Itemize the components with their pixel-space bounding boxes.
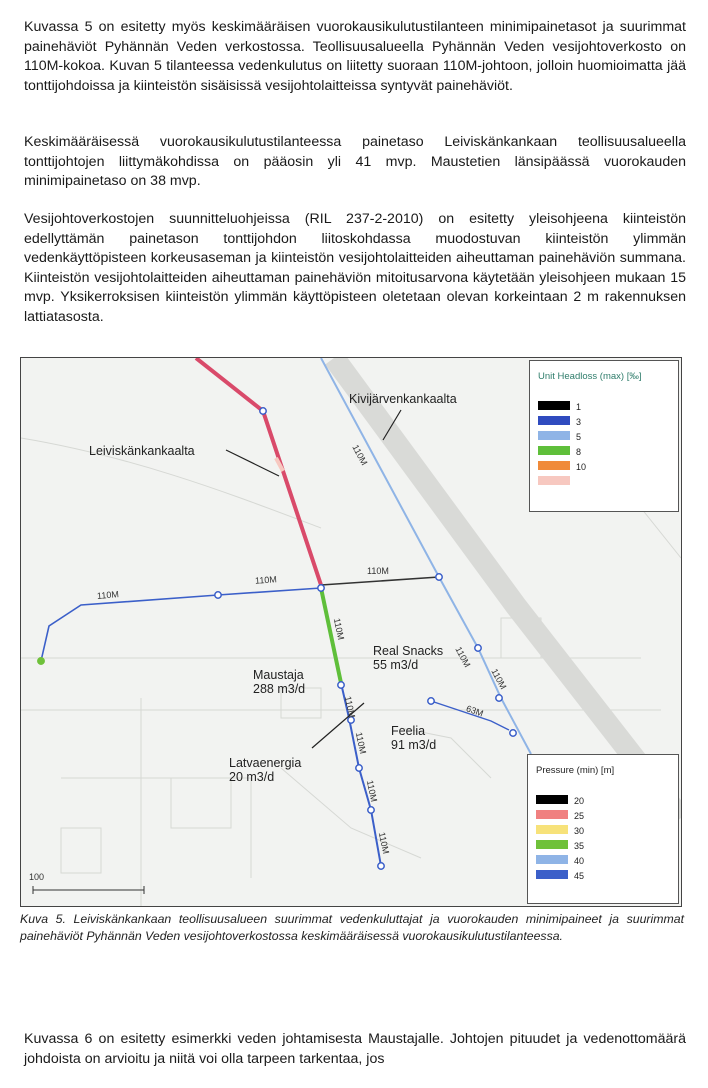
label-latva-name: Latvaenergia [229,756,302,770]
node [510,730,516,736]
paragraph-1: Kuvassa 5 on esitetty myös keskimääräisen vuorokausikulutustilanteen minimipainetasot ja suurimmat painehäviöt Pyhännän Veden verkostossa. Teollisuusalueella Pyhännän Veden vesijohtoverkosto on 110M-kokoa. Kuvan 5 tilanteessa vedenkulutus on liitetty suoraan 110M-johtoon, jolloin huomioimatta jää tonttijohdoissa ja kiinteistön sisäisissä vesijohtolaitteissa syntyvät painehäviöt. [24,19,686,94]
legend-swatch [538,431,570,440]
node [38,658,44,664]
legend-label: 10 [576,462,587,472]
legend-label: 40 [574,856,585,866]
legend-headloss [529,360,679,512]
node [378,863,384,869]
legend-label: 20 [574,796,585,806]
label-maustaja-name: Maustaja [253,668,304,682]
legend-swatch [538,476,570,485]
label-kivijarvi: Kivijärvenkankaalta [349,392,457,406]
pipe-label: 110M [453,645,473,669]
legend-pressure-title: Pressure (min) [m] [536,765,615,776]
node [368,807,374,813]
network-map [20,357,682,907]
legend-label: 30 [574,826,585,836]
node [338,682,344,688]
label-feelia-name: Feelia [391,724,426,738]
paragraph-4: Kuvassa 6 on esitetty esimerkki veden johtamisesta Maustajalle. Johtojen pituudet ja vedenottomäärä johdoista on arvioitu ja niitä voi olla tarpeen tarkentaa, jos [24,1031,686,1067]
label-latva-flow: 20 m3/d [229,770,275,784]
pipe-label: 110M [350,443,370,467]
figure-caption: Kuva 5. Leiviskänkankaan teollisuusalueen suurimmat vedenkuluttajat ja vuorokauden minimipaineet ja suurimmat painehäviöt Pyhännän Veden vesijohtoverkostossa keskimääräisessä vuorokausikulutustilanteessa. [20,912,684,943]
pipe-horizontal-top [321,577,439,585]
paragraph-3: Vesijohtoverkostojen suunnitteluohjeissa (RIL 237-2-2010) on esitetty yleisohjeena kiinteistön edellyttämän painetason tonttijohdon liitoskohdassa muodostuvan kiinteistön ylimmän vedenkäyttöpisteen korkeusaseman ja kiinteistön vesijohtolaitteiden aiheuttaman painehäviön summana. Kiinteistön vesijohtolaitteiden aiheuttaman painehäviön mitoitusarvona käytetään yleisohjeen mukaan 15 mvp. Yksikerroksisen kiinteistön ylimmän käyttöpisteen oletetaan olevan korkeintaan 2 m rakennuksen lattiatasosta. [24,211,686,325]
legend-swatch [538,446,570,455]
node [475,645,481,651]
legend-swatch [538,416,570,425]
node [215,592,221,598]
node [496,695,502,701]
network-nodes [38,408,516,869]
legend-swatch [536,870,568,879]
pipe-label: 110M [96,589,120,601]
legend-swatch [538,401,570,410]
pipe-label: 110M [342,695,358,719]
legend-swatch [536,855,568,864]
legend-label: 8 [576,447,582,457]
callout-lines [226,410,401,748]
node [356,765,362,771]
legend-swatch [536,840,568,849]
label-feelia-flow: 91 m3/d [391,738,437,752]
legend-label: 45 [574,871,585,881]
pipe-horizontal-west [41,588,321,661]
legend-pressure [527,754,679,904]
pipe-red-north [196,358,321,585]
scale-label: 100 [29,872,45,882]
legend-swatch [538,461,570,470]
legend-label: 1 [576,402,582,412]
scale-bar [33,886,144,894]
legend-swatch [536,825,568,834]
pipe-label: 110M [254,574,278,586]
pipe-network [41,358,531,866]
pipe-label: 110M [489,667,509,691]
legend-label: 25 [574,811,585,821]
pipe-label: 110M [364,779,380,803]
paragraph-2: Keskimääräisessä vuorokausikulutustilanteessa painetaso Leiviskänkankaan teollisuusalueella tonttijohtojen liittymäkohdissa on pääosin yli 41 mvp. Maustetien länsipäässä vuorokauden minimipainetaso on 38 mvp. [24,134,686,190]
pipe-label: 110M [353,731,369,755]
node [428,698,434,704]
pipe-label: 110M [376,831,392,855]
label-maustaja-flow: 288 m3/d [253,682,306,696]
pipe-label: 110M [331,617,347,641]
legend-swatch [536,795,568,804]
pipe-label: 110M [367,566,389,576]
legend-headloss-title: Unit Headloss (max) [‰] [538,371,642,382]
label-leiviska: Leiviskänkankaalta [89,444,195,458]
label-realsnacks-flow: 55 m3/d [373,658,419,672]
legend-label: 35 [574,841,585,851]
node [436,574,442,580]
legend-label: 3 [576,417,582,427]
legend-swatch [536,810,568,819]
pipe-label: 63M [464,703,485,719]
legend-label: 5 [576,432,582,442]
node [318,585,324,591]
label-realsnacks-name: Real Snacks [373,644,444,658]
node [260,408,266,414]
